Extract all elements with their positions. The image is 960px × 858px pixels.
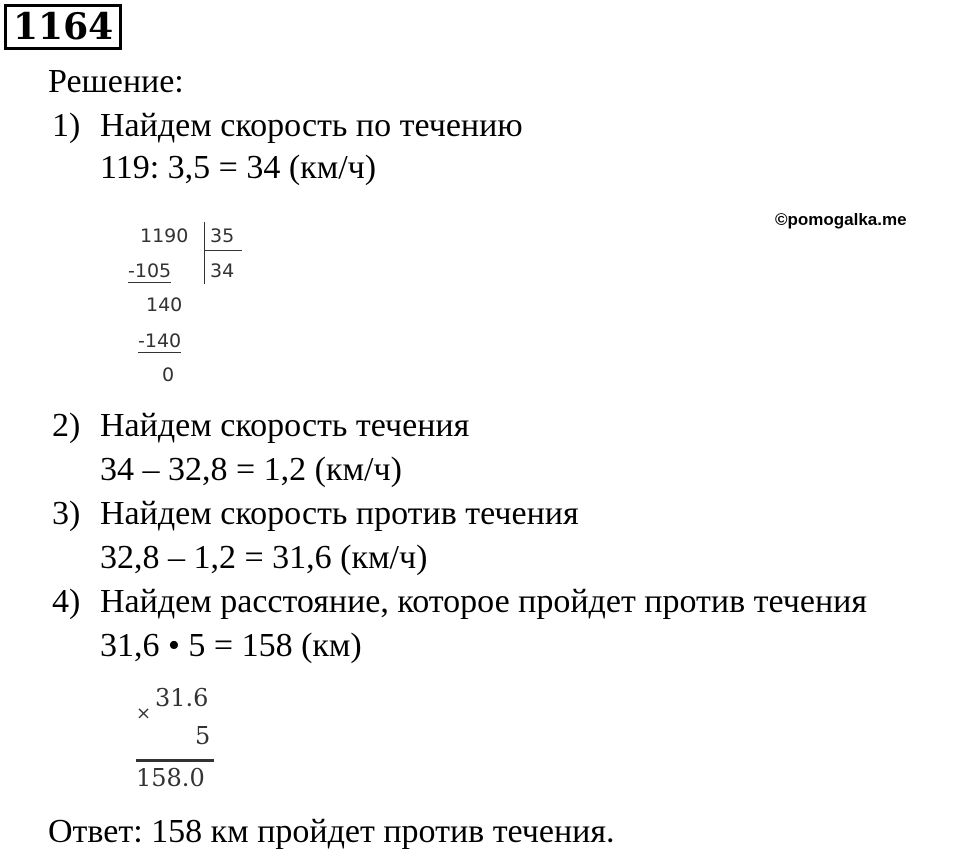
- answer-text: Ответ: 158 км пройдет против течения.: [48, 813, 615, 850]
- step-3-formula: 32,8 – 1,2 = 31,6 (км/ч): [100, 539, 428, 576]
- division-subtrahend-2: -140: [138, 330, 182, 352]
- solution-label: Решение:: [48, 63, 184, 100]
- division-remainder-1: 140: [146, 294, 183, 316]
- multiplication-factor-1: 31.6: [155, 684, 209, 712]
- step-1-formula: 119: 3,5 = 34 (км/ч): [100, 149, 377, 186]
- problem-number: 1164: [4, 4, 122, 50]
- step-2-number: 2): [52, 407, 81, 444]
- multiplication-factor-2: 5: [195, 722, 211, 750]
- multiplication-sign: ×: [136, 703, 152, 724]
- division-divisor: 35: [210, 225, 235, 247]
- division-remainder-2: 0: [162, 364, 175, 386]
- division-vertical-bar: [204, 222, 205, 284]
- watermark: ©pomogalka.me: [775, 210, 907, 229]
- step-1-number: 1): [52, 107, 81, 144]
- step-3-number: 3): [52, 495, 81, 532]
- division-subtrahend-1: -105: [128, 260, 172, 282]
- multiplication-result-bar: [136, 759, 214, 762]
- step-2-title: Найдем скорость течения: [100, 407, 470, 444]
- step-1-title: Найдем скорость по течению: [100, 107, 523, 144]
- step-3-title: Найдем скорость против течения: [100, 495, 579, 532]
- division-quotient: 34: [210, 260, 235, 282]
- multiplication-product: 158.0: [136, 764, 205, 792]
- division-dividend: 1190: [140, 225, 189, 247]
- division-quotient-bar: [204, 250, 242, 251]
- step-4-number: 4): [52, 583, 81, 620]
- step-4-formula: 31,6 • 5 = 158 (км): [100, 627, 362, 664]
- step-2-formula: 34 – 32,8 = 1,2 (км/ч): [100, 451, 402, 488]
- step-4-title: Найдем расстояние, которое пройдет против течения: [100, 583, 867, 620]
